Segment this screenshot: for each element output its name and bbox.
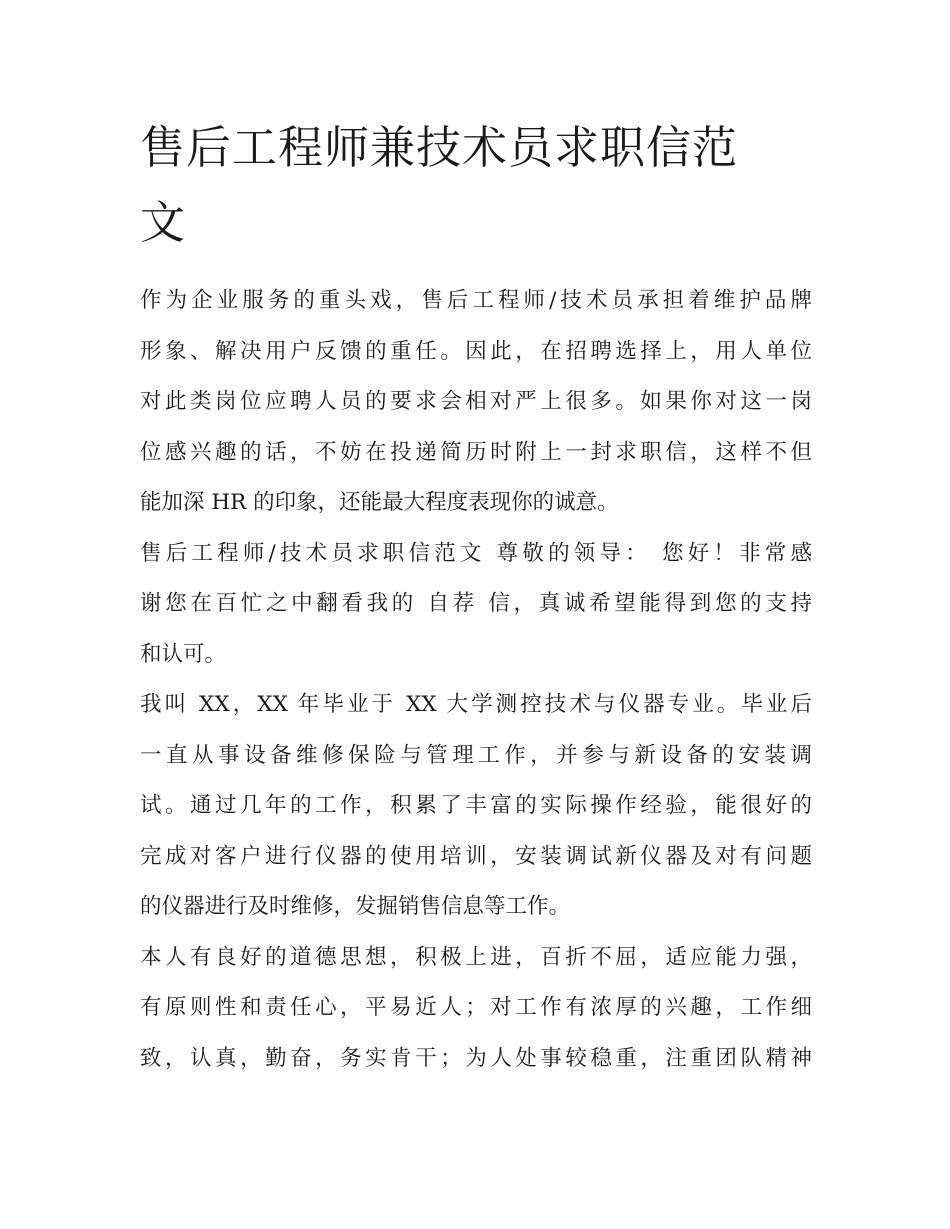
text-line: 对此类岗位应聘人员的要求会相对严上很多。如果你对这一岗 [140, 389, 812, 414]
text-line: 谢您在百忙之中翻看我的 自荐 信，真诚希望能得到您的支持 [140, 591, 812, 616]
text-line: 的仪器进行及时维修，发掘销售信息等工作。 [140, 894, 571, 919]
text-line: 一直从事设备维修保险与管理工作，并参与新设备的安装调 [140, 742, 812, 768]
title-line: 文 [140, 196, 187, 249]
text-line: 售后工程师/技术员求职信范文 尊敬的领导： 您好！非常感 [140, 540, 812, 566]
document-body [140, 110, 812, 1084]
text-line: 能加深 HR 的印象，还能最大程度表现你的诚意。 [140, 490, 619, 515]
title-line: 售后工程师兼技术员求职信范 [140, 121, 739, 174]
text-line: 和认可。 [140, 641, 227, 667]
text-line: 作为企业服务的重头戏，售后工程师/技术员承担着维护品牌 [140, 288, 812, 313]
greeting-paragraph [140, 529, 812, 681]
page-title [140, 110, 812, 260]
text-line: 我叫 XX，XX 年毕业于 XX 大学测控技术与仪器专业。毕业后 [140, 692, 812, 717]
text-line: 本人有良好的道德思想，积极上进，百折不屈，适应能力强， [140, 944, 812, 970]
text-line: 有原则性和责任心，平易近人；对工作有浓厚的兴趣，工作细 [140, 995, 812, 1020]
text-line: 试。通过几年的工作，积累了丰富的实际操作经验，能很好的 [140, 793, 812, 818]
background-paragraph [140, 680, 812, 933]
text-line: 位感兴趣的话，不妨在投递简历时附上一封求职信，这样不但 [140, 439, 812, 465]
text-line: 致，认真，勤奋，务实肯干；为人处事较稳重，注重团队精神 [140, 1045, 812, 1071]
text-line: 形象、解决用户反馈的重任。因此，在招聘选择上，用人单位 [140, 338, 812, 364]
intro-paragraph [140, 276, 812, 529]
qualities-paragraph [140, 933, 812, 1085]
text-line: 完成对客户进行仪器的使用培训，安装调试新仪器及对有问题 [140, 843, 812, 869]
